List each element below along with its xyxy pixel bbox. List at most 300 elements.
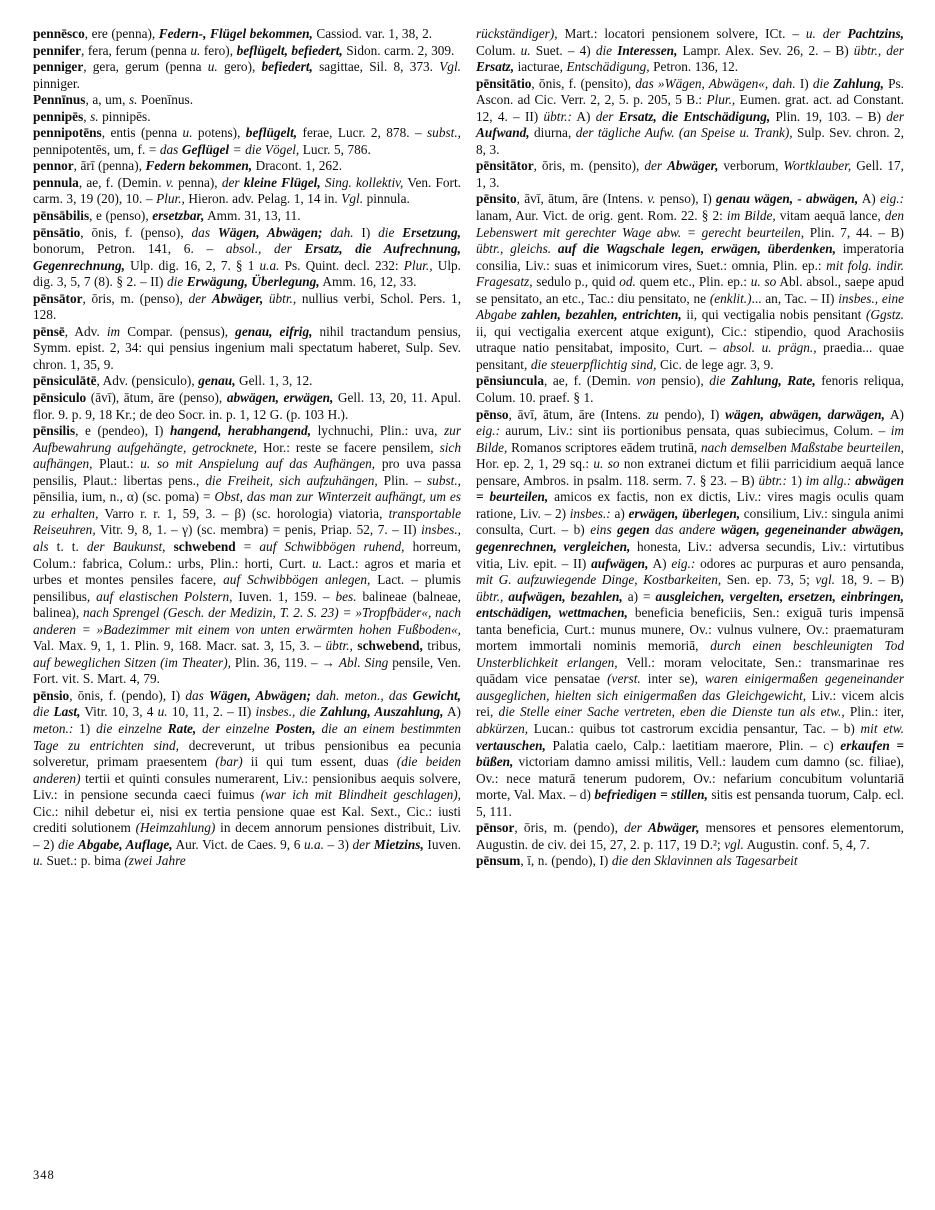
entry-text-run: horreum, Colum.: fabrica, Colum.: urbs, Plin.: horti, Curt.: [33, 538, 461, 571]
entry-text-run: übtr.,: [263, 290, 297, 306]
entry-text-run: im Bilde,: [476, 423, 904, 455]
entry-text-run: sich aufhängen,: [33, 439, 461, 472]
entry-text-run: pensile, Ven. Fort. vit. S. Mart. 4, 79.: [33, 654, 461, 687]
entry-text-run: Liv.: vicem alcis rei,: [476, 687, 904, 720]
entry-text-run: Mart.: locatori pensionem solvere, ICt. –: [557, 26, 806, 41]
entry-text-run: der Baukunst,: [86, 538, 166, 554]
entry-text-run: Ven. Fort. carm. 3, 19 (20), 10. –: [33, 174, 462, 207]
entry-text-run: Interessen,: [617, 42, 678, 58]
entry-text-run: aufwägen, bezahlen,: [503, 588, 623, 604]
dictionary-entry: [476, 26, 904, 76]
entry-text-run: der: [188, 290, 212, 306]
headword: pēnsilis: [33, 423, 76, 439]
entry-text-run: eins: [590, 522, 618, 538]
entry-text-run: bes.: [335, 588, 357, 604]
entry-text-run: ii, qui vectigalia exercent atque exigunt), Cic.: stipendio, quod Arachosiis utraque natio pensitabat, imposito, Curt. –: [476, 323, 904, 356]
column-right: [476, 26, 904, 870]
entry-text-run: – 3): [323, 836, 353, 852]
entry-text-run: decreverunt, ut tribus pensionibus ea pecunia solveretur, primam praesentem: [33, 737, 461, 770]
entry-text-run: Plin. 36, 119. – →: [230, 654, 339, 670]
entry-text-run: amicos ex factis, non ex dictis, Liv.: vires magis oculis quam ratione, Liv. – 2): [476, 489, 905, 521]
entry-text-run: fero),: [200, 42, 237, 58]
entry-text-run: , e (pendeo), I): [75, 423, 170, 439]
entry-text-run: Ersetzung,: [402, 224, 462, 240]
entry-text-run: der: [221, 174, 244, 190]
headword: pennēsco: [33, 26, 85, 41]
entry-text-run: abwägen, erwägen,: [226, 390, 334, 406]
entry-text-run: das: [185, 687, 210, 703]
entry-text-run: subst.: [427, 125, 458, 141]
dictionary-entry: [33, 59, 461, 92]
entry-text-run: Lampr. Alex. Sev. 26, 2. – B): [677, 42, 854, 58]
entry-text-run: übtr., der: [853, 42, 904, 58]
entry-text-run: u. so: [750, 274, 777, 290]
entry-text-run: sagittae, Sil. 8, 373.: [312, 59, 440, 75]
entry-text-run: gero),: [217, 59, 262, 75]
entry-text-run: =: [235, 538, 260, 554]
entry-text-run: abwägen = beurteilen,: [476, 472, 904, 505]
entry-text-run: auf Schwibbögen ruhend,: [259, 538, 405, 554]
headword: pēnsor: [476, 820, 515, 836]
entry-text-run: pēnsilia, ium, n., α) (sc. poma) =: [33, 489, 215, 505]
entry-text-run: Zahlung, Auszahlung,: [320, 704, 444, 720]
entry-text-run: ii qui tum essent, duas: [242, 754, 397, 770]
entry-text-run: Sulp. Sev. chron. 2, 8, 3.: [476, 125, 904, 157]
entry-text-run: tribus,: [422, 638, 461, 654]
dictionary-entry: [476, 373, 904, 406]
entry-text-run: Sing. kollektiv,: [320, 174, 404, 190]
entry-text-run: Romanos scriptores eādem trutinā,: [507, 439, 701, 455]
entry-text-run: victoriam damno amissi militis, Vell.: laudem cum damno (sc. filiae), Ov.: nece maturā tenerum pudorem, Ov.: nefarium concubitum voluntariā morte, Val. Max. – d): [476, 754, 904, 803]
entry-text-run: übtr.:: [543, 108, 572, 124]
entry-text-run: 10, 11, 2. – II): [167, 704, 256, 720]
entry-text-run: mit etw.: [860, 720, 904, 736]
entry-text-run: Erwägung, Überlegung,: [186, 274, 320, 290]
entry-text-run: die: [709, 373, 732, 389]
entry-text-run: Geflügel: [181, 141, 230, 157]
entry-text-run: rückständiger),: [476, 26, 558, 41]
entry-text-run: die steuerpflichtig sind,: [530, 356, 657, 372]
entry-text-run: Zahlung,: [833, 75, 884, 91]
headword: pennula: [33, 174, 79, 190]
entry-text-run: penso), I): [655, 191, 717, 207]
entry-text-run: Cassiod. var. 1, 38, 2.: [312, 26, 433, 41]
entry-text-run: Gell. 13, 20, 11. Apul. flor. 9. p. 9, 18 Kr.; de deo Socr. in. p. 1, 12 G. (p. 103 H.).: [33, 390, 461, 422]
entry-text-run: genau,: [198, 373, 236, 389]
entry-text-run: eig.:: [476, 423, 500, 439]
entry-text-run: Amm. 31, 13, 11.: [204, 208, 301, 224]
entry-text-run: Ps. Quint. decl. 232:: [279, 257, 404, 273]
entry-text-run: Varro r. r. 1, 59, 3. – β) (sc. horologia) viatoria,: [98, 505, 389, 521]
entry-text-run: Aufwand,: [476, 125, 530, 141]
dictionary-entry: [476, 76, 904, 159]
entry-text-run: wägen, abwägen, darwägen,: [725, 406, 885, 422]
entry-text-run: I): [795, 75, 813, 91]
entry-text-run: der: [886, 108, 904, 124]
entry-text-run: Augustin. conf. 5, 4, 7.: [743, 836, 870, 852]
entry-text-run: Cic.: nihil debetur ei, nisi ex tertia pensione quae est Kal. Sext., Cic.: iusti crediti solutionem: [33, 803, 461, 836]
entry-text-run: auf die Wagschale legen, erwägen, überdenken,: [557, 241, 836, 257]
entry-text-run: kleine Flügel,: [243, 174, 321, 190]
entry-text-run: , pennipotentēs, um, f. =: [33, 125, 461, 157]
entry-text-run: , ōnis, f. (pendo), I): [69, 687, 186, 703]
entry-text-run: die: [167, 274, 187, 290]
entry-text-run: potens),: [192, 125, 246, 141]
headword: pēnsiuncula: [476, 373, 544, 389]
entry-text-run: Plaut.:: [92, 456, 141, 472]
entry-text-run: Vgl.: [341, 191, 364, 207]
entry-text-run: Amm. 16, 12, 33.: [319, 274, 417, 290]
dictionary-entry: [33, 390, 461, 423]
headword: pēnso: [476, 406, 509, 422]
entry-text-run: Iuven. 1, 159. –: [232, 588, 336, 604]
entry-text-run: Pachtzins,: [847, 26, 904, 41]
entry-text-run: a): [610, 505, 629, 521]
entry-text-run: auf Schwibbögen anlegen,: [223, 572, 371, 588]
entry-text-run: u. so: [593, 456, 620, 472]
entry-text-run: , āvī, ātum, āre (Intens.: [508, 406, 647, 422]
entry-text-run: od.: [619, 274, 636, 290]
dictionary-entry: [33, 175, 461, 208]
entry-text-run: die Freiheit, sich aufzuhängen,: [205, 472, 378, 488]
entry-text-run: mensores et pensores elementorum, Augustin. de civ. dei 15, 27, 2. p. 117, 19 D.²;: [476, 820, 904, 852]
entry-text-run: die: [812, 75, 834, 91]
entry-text-run: ausgleichen, vergelten, ersetzen, einbringen, entschädigen, wettmachen,: [476, 588, 904, 621]
entry-text-run: die: [595, 42, 618, 58]
entry-text-run: = die Vögel,: [229, 141, 300, 157]
entry-text-run: insbes., die: [255, 704, 321, 720]
entry-text-run: Hor.: reste se facere pensilem,: [257, 439, 440, 455]
entry-text-run: t. t.: [48, 538, 87, 554]
entry-text-run: Sidon. carm. 2, 309.: [342, 42, 455, 58]
entry-text-run: consilium, Liv.: singula animi consulta, Curt. – b): [476, 505, 904, 538]
entry-text-run: die Stelle einer Sache vertreten, eben die Dienste tun als etw.,: [498, 704, 845, 720]
entry-text-run: Plur.,: [706, 92, 736, 108]
entry-text-run: Eumen. grat. act. ad Constant. 12, 4. – II): [476, 92, 904, 124]
entry-text-run: übtr.,: [325, 638, 353, 654]
entry-text-run: Plur.,: [156, 191, 185, 207]
headword: schwebend,: [352, 638, 423, 654]
entry-text-run: mit G. aufzuwiegende Dinge, Kostbarkeiten,: [476, 572, 722, 588]
entry-text-run: Gell. 1, 3, 12.: [235, 373, 313, 389]
entry-text-run: der einzelne: [196, 720, 276, 736]
entry-text-run: (bar): [215, 754, 243, 770]
entry-text-run: Abwäger,: [211, 290, 264, 306]
entry-text-run: sedulo p., quid: [532, 274, 620, 290]
entry-text-run: lychnuchi, Plin.: uva,: [311, 423, 444, 439]
headword: pēnsātio: [33, 224, 81, 240]
entry-text-run: ersetzbar,: [152, 208, 205, 224]
entry-text-run: Vitr. 9, 8, 1. – γ) (sc. membra) = penis, Priap. 52, 7. – II): [95, 522, 422, 538]
headword: penniger: [33, 59, 84, 75]
entry-text-run: die an einem bestimmten Tage zu entrichten sind,: [33, 720, 462, 753]
entry-text-run: I): [353, 224, 379, 240]
entry-text-run: insbes., eine Abgabe: [476, 290, 904, 323]
entry-text-run: Plin. 7, 44. – B): [804, 224, 904, 240]
entry-text-run: im Bilde,: [726, 208, 776, 224]
entry-text-run: Lucr. 5, 786.: [299, 141, 371, 157]
entry-text-run: insbes.:: [569, 505, 611, 521]
entry-text-run: v.: [647, 191, 656, 207]
entry-text-run: A): [571, 108, 596, 124]
entry-text-run: gegen: [617, 522, 650, 538]
entry-text-run: hangend, herabhangend,: [170, 423, 312, 439]
dictionary-entry: [33, 324, 461, 374]
entry-text-run: iacturae,: [514, 59, 567, 75]
entry-text-run: Abwäger,: [648, 820, 700, 836]
entry-text-run: fenoris reliqua, Colum. 10. praef. § 1.: [476, 373, 904, 406]
entry-text-run: balineae (balneae, balinea),: [33, 588, 462, 621]
entry-text-run: Plur.,: [403, 257, 433, 273]
dictionary-entry: [33, 225, 461, 291]
entry-text-run: s.: [128, 92, 138, 108]
entry-text-run: aurum, Liv.: sint iis portionibus pensata, quas subiecimus, Colum. –: [500, 423, 891, 439]
entry-text-run: , Adv.: [64, 323, 107, 339]
entry-text-run: sitis est pensanda tuorum, Calp. ecl. 5, 111.: [476, 787, 904, 819]
entry-text-run: der tägliche Aufw. (an Speise u. Trank),: [575, 125, 793, 141]
entry-text-run: (Ggstz.: [865, 307, 904, 323]
entry-text-run: meton.:: [33, 720, 74, 736]
entry-text-run: Iuven.: [423, 836, 462, 852]
entry-text-run: insbes., als: [33, 522, 461, 554]
entry-text-run: ii, qui vectigalia nobis pensitant: [681, 307, 866, 323]
entry-text-run: u.a.: [259, 257, 280, 273]
page-number: 348: [33, 1168, 55, 1182]
entry-text-run: Wägen, Abwägen;: [209, 687, 311, 703]
headword: pēnsiculo: [33, 390, 87, 406]
entry-text-run: Suet. – 4): [530, 42, 596, 58]
entry-text-run: Hieron. adv. Pelag. 1, 14 in.: [184, 191, 342, 207]
entry-text-run: pinnipēs.: [98, 108, 151, 124]
entry-text-run: (āvī), ātum, āre (penso),: [86, 390, 227, 406]
entry-text-run: pinniger.: [33, 75, 80, 91]
headword: pēnsum: [476, 853, 521, 869]
entry-text-run: Hor. ep. 2, 1, 29 sq.:: [476, 456, 594, 472]
entry-text-run: Federn bekommen,: [145, 158, 253, 174]
entry-text-run: aufwägen,: [591, 555, 649, 571]
entry-text-run: Abgabe, Auflage,: [77, 836, 173, 852]
entry-text-run: tertii et quinti consules numerarent, Liv.: pensionibus aequis solvere, Liv.: in pensione secunda caeci fuimus: [33, 770, 461, 803]
entry-text-run: Ersatz, die Aufrechnung, Gegenrechnung,: [33, 241, 461, 273]
entry-text-run: Lucan.: quibus tot castrorum excidia pensantur, Tac. – b): [528, 720, 861, 736]
entry-text-run: Lact.: agros et maria et urbes et montes pensiles facere,: [33, 555, 461, 588]
entry-text-run: (zwei Jahre: [124, 853, 186, 869]
entry-text-run: Cic. de lege agr. 3, 9.: [656, 356, 774, 372]
dictionary-entry: [33, 92, 461, 109]
entry-text-run: nihil tractandum pensius, Symm. epist. 2, 34: qui pensius ingenium mali spectatum haberet, Sulp. Sev. chron. 1, 35, 9.: [33, 323, 462, 372]
dictionary-entry: [476, 158, 904, 191]
entry-text-run: pendo), I): [658, 406, 726, 422]
entry-text-run: non extranei dictum et filii parricidium aequā lance pensare, Ambros. in psalm. 118. serm. 7. § 23. – B): [476, 456, 904, 488]
entry-text-run: Plin. 19, 103. – B): [770, 108, 887, 124]
entry-text-run: diurna,: [529, 125, 576, 141]
entry-text-run: , ārī (penna),: [73, 158, 146, 174]
entry-text-run: u. der: [805, 26, 848, 41]
entry-text-run: dah.: [322, 224, 354, 240]
entry-text-run: Last,: [53, 704, 81, 720]
entry-text-run: nach demselben Maßstabe beurteilen,: [701, 439, 905, 455]
headword: Pennīnus: [33, 92, 86, 108]
entry-text-run: , ae, f. (Demin.: [78, 174, 166, 190]
entry-text-run: beflügelt, befiedert,: [236, 42, 343, 58]
column-left: [33, 26, 461, 870]
entry-text-run: Petron. 136, 12.: [649, 59, 739, 75]
headword: pēnsito: [476, 191, 517, 207]
entry-text-run: , ere (penna),: [84, 26, 159, 41]
headword: pēnsitātio: [476, 75, 532, 91]
entry-text-run: A): [884, 406, 904, 422]
entry-text-run: Entschädigung,: [566, 59, 650, 75]
entry-text-run: Ps. Ascon. ad Cic. Verr. 2, 2, 5. p. 205, 5 B.:: [476, 75, 904, 108]
entry-text-run: ,: [83, 108, 91, 124]
entry-text-run: Obst, das man zur Winterzeit aufhängt, um es zu erhalten,: [33, 489, 461, 521]
entry-text-run: s.: [90, 108, 99, 124]
entry-text-run: Ersatz,: [476, 59, 515, 75]
entry-text-run: ... an, Tac. – II): [751, 290, 839, 306]
entry-text-run: Gewicht,: [412, 687, 462, 703]
entry-text-run: vgl.: [724, 836, 744, 852]
entry-text-run: von: [636, 373, 656, 389]
entry-text-run: , entis (penna: [101, 125, 183, 141]
entry-text-run: Vitr. 10, 3, 4: [80, 704, 158, 720]
entry-text-run: übtr.,: [476, 588, 504, 604]
entry-text-run: der: [595, 108, 619, 124]
entry-text-run: Abl. absol., saepe apud se pensitato, an etc., Tac.: diu pensitato, ne: [476, 274, 905, 306]
entry-text-run: auf elastischen Polstern,: [96, 588, 233, 604]
entry-text-run: , ōris, m. (pensito),: [533, 158, 645, 174]
dictionary-entry: [33, 158, 461, 175]
entry-text-run: zur Aufbewahrung aufgehängte, getrocknete,: [33, 423, 461, 455]
entry-text-run: inter se),: [640, 671, 706, 687]
entry-text-run: erkaufen = büßen,: [476, 737, 904, 770]
entry-text-run: Wägen, Abwägen;: [217, 224, 323, 240]
entry-text-run: u. so mit Anspielung auf das Aufhängen,: [140, 456, 376, 472]
entry-text-run: mit folg. indir. Fragesatz,: [476, 257, 904, 290]
entry-text-run: die einzelne: [96, 720, 168, 736]
entry-text-run: odores ac purpuras et auro pensanda,: [695, 555, 904, 571]
dictionary-entry: [476, 407, 904, 821]
entry-text-run: nullius verbi, Schol. Pers. 1, 128.: [33, 290, 462, 323]
entry-text-run: vertauschen,: [476, 737, 546, 753]
entry-text-run: verborum,: [718, 158, 784, 174]
entry-text-run: absol. u. prägn.,: [722, 340, 817, 356]
entry-text-run: (enklit.): [709, 290, 752, 306]
entry-text-run: vitam aequā lance,: [775, 208, 885, 224]
entry-text-run: Wortklauber,: [783, 158, 852, 174]
headword: pēnsitātor: [476, 158, 534, 174]
entry-text-run: die: [378, 224, 403, 240]
entry-text-run: 18, 9. – B): [834, 572, 904, 588]
entry-text-run: ferae, Lucr. 2, 878. –: [297, 125, 427, 141]
dictionary-entry: [33, 291, 461, 324]
entry-text-run: A): [648, 555, 672, 571]
entry-text-run: Abwäger,: [667, 158, 719, 174]
entry-text-run: eig.:: [671, 555, 696, 571]
headword: pennifer: [33, 42, 82, 58]
entry-text-run: u.a.: [303, 836, 324, 852]
entry-text-run: , āvī, ātum, āre (Intens.: [516, 191, 648, 207]
dictionary-entry: [33, 423, 461, 688]
entry-text-run: das: [191, 224, 218, 240]
dictionary-entry: [476, 191, 904, 373]
entry-text-run: befiedert,: [261, 59, 313, 75]
entry-text-run: Abl. Sing: [338, 654, 389, 670]
entry-text-run: das: [159, 141, 182, 157]
entry-text-run: Zahlung, Rate,: [731, 373, 816, 389]
entry-text-run: Poenīnus.: [137, 92, 194, 108]
entry-text-run: pro uva passa pensilis, Plaut.: libertas pens.,: [33, 456, 461, 488]
entry-text-run: (verst.: [607, 671, 641, 687]
entry-text-run: der: [644, 158, 668, 174]
entry-text-run: , Adv. (pensiculo),: [96, 373, 199, 389]
dictionary-entry: [33, 109, 461, 126]
headword: pēnsātor: [33, 290, 83, 306]
entry-text-run: dah. meton., das: [310, 687, 413, 703]
entry-text-run: Compar. (pensus),: [120, 323, 236, 339]
text-columns: [33, 26, 904, 870]
headword: schwebend: [165, 538, 236, 554]
entry-text-run: , ī, n. (pendo), I): [520, 853, 612, 869]
entry-text-run: in decem annorum pensiones distribuit, Liv. – 2): [33, 820, 461, 852]
entry-text-run: übtr., gleichs.: [476, 241, 558, 257]
entry-text-run: honesta, Liv.: adversa secundis, Liv.: virtutibus vitia, Liv. epit. – II): [476, 538, 904, 571]
dictionary-entry: [476, 820, 904, 853]
headword: pēnsābilis: [33, 208, 90, 224]
entry-text-run: die: [33, 704, 54, 720]
entry-text-run: 1): [786, 472, 806, 488]
entry-text-run: auf beweglichen Sitzen (im Theater),: [33, 654, 231, 670]
dictionary-entry: [476, 853, 904, 870]
entry-text-run: A): [443, 704, 461, 720]
dictionary-entry: [33, 43, 461, 60]
entry-text-run: Val. Max. 9, 1, 1. Plin. 9, 168. Macr. sat. 3, 15, 3. –: [33, 638, 326, 654]
headword: pēnsio: [33, 687, 70, 703]
entry-text-run: wägen, gegeneinander abwägen, gegenrechnen, vergleichen,: [476, 522, 904, 554]
entry-text-run: , ōnis, f. (pensito),: [531, 75, 636, 91]
entry-text-run: absol., der: [225, 241, 305, 257]
entry-text-run: , fera, ferum (penna: [81, 42, 191, 58]
entry-text-run: waren einigermaßen gegeneinander ausgeglichen, hielten sich einigermaßen das Gleichgewicht,: [476, 671, 904, 703]
entry-text-run: abkürzen,: [476, 720, 529, 736]
entry-text-run: Aur. Vict. de Caes. 9, 6: [172, 836, 304, 852]
entry-text-run: (war ich mit Blindheit geschlagen),: [260, 787, 461, 803]
entry-text-run: vgl.: [815, 572, 835, 588]
entry-text-run: im: [106, 323, 121, 339]
entry-text-run: Gell. 17, 1, 3.: [476, 158, 905, 190]
dictionary-entry: [33, 208, 461, 225]
entry-text-run: beneficia beneficiis, Sen.: exiguā turis impensā tanta beneficia, Curt.: munus munere, Ov.: vulnus vulnere, Ov.: praematuram mortem immortali nominis memoriā,: [476, 605, 904, 654]
entry-text-run: Sen. ep. 73, 5;: [721, 572, 816, 588]
entry-text-run: , ōris, m. (pendo),: [514, 820, 625, 836]
entry-text-run: praedia... quae pensitant,: [476, 340, 904, 372]
dictionary-entry: [33, 26, 461, 43]
headword: pennor: [33, 158, 74, 174]
entry-text-run: , ae, f. (Demin.: [544, 373, 637, 389]
entry-text-run: quem etc., Plin. ep.:: [635, 274, 751, 290]
entry-text-run: Plin.: iter,: [844, 704, 905, 720]
entry-text-run: lanam, Aur. Vict. de orig. gent. Rom. 22. § 2:: [476, 208, 727, 224]
entry-text-run: u.: [311, 555, 322, 571]
entry-text-run: subst.,: [427, 472, 461, 488]
entry-text-run: A): [858, 191, 881, 207]
entry-text-run: zu: [646, 406, 659, 422]
entry-text-run: erwägen, überlegen,: [628, 505, 741, 521]
entry-text-run: Plin. –: [377, 472, 427, 488]
entry-text-run: den Lebenswert mit gerechter Wage abw. = gerecht beurteilen,: [476, 208, 904, 240]
dictionary-entry: [33, 373, 461, 390]
headword: pennipotēns: [33, 125, 102, 141]
headword: pennipēs: [33, 108, 84, 124]
